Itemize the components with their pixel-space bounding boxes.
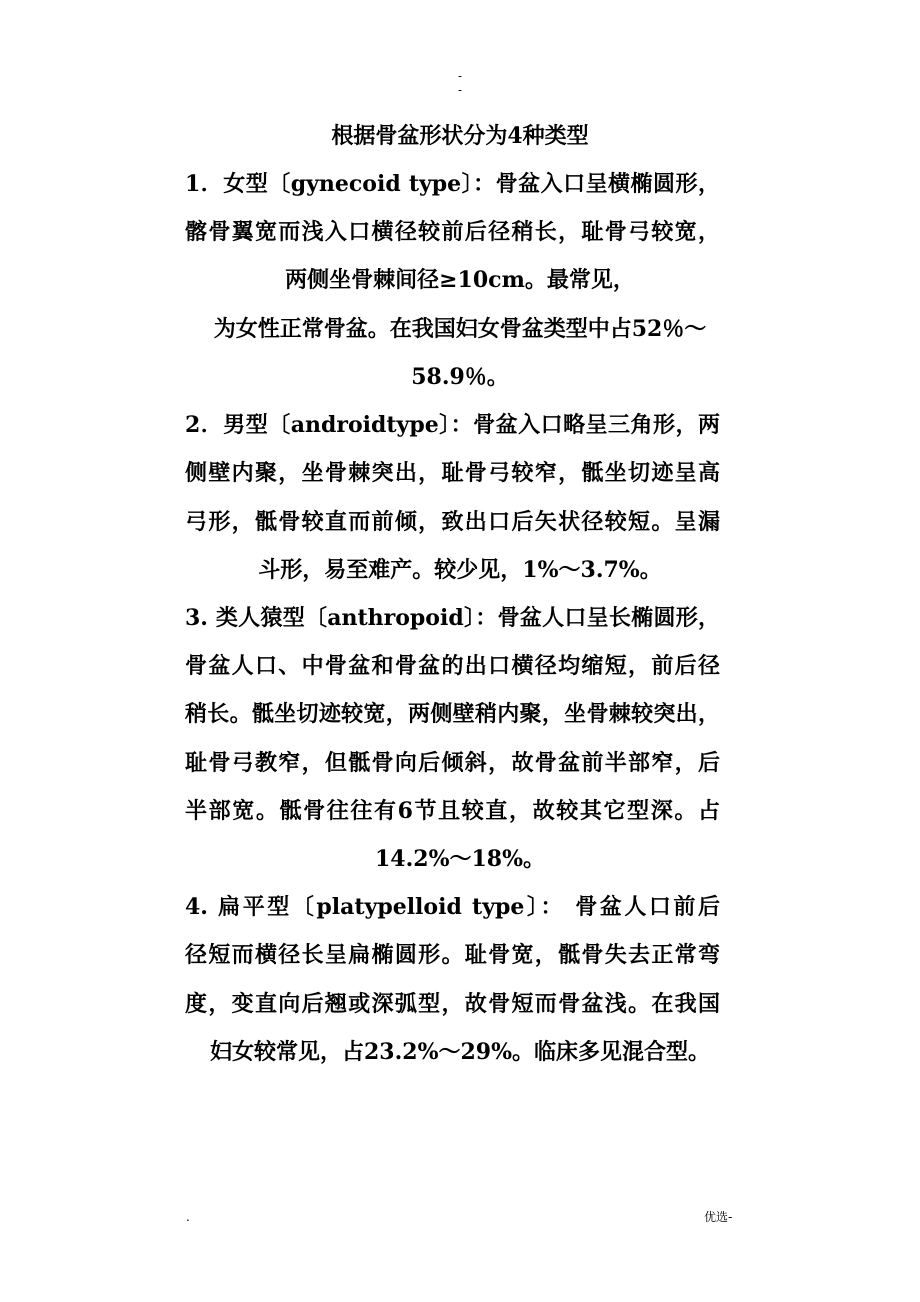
- paragraph-line: 弓形，骶骨较直而前倾，致出口后矢状径较短。呈漏: [185, 509, 720, 535]
- header-mark-top: -: [457, 69, 463, 83]
- paragraph-line: 4. 扁平型〔platypelloid type〕： 骨盆人口前后: [185, 894, 720, 920]
- paragraph-line: 斗形，易至难产。较少见，1%～3.7%。: [258, 557, 662, 583]
- paragraph-line: 侧壁内聚，坐骨棘突出，耻骨弓较窄，骶坐切迹呈高: [185, 460, 720, 486]
- paragraph-line: 2．男型〔androidtype〕：骨盆入口略呈三角形，两: [185, 412, 720, 438]
- paragraph-line: 3. 类人猿型〔anthropoid〕：骨盆人口呈长椭圆形，: [185, 605, 720, 631]
- footer-label: 优选-: [704, 1210, 733, 1224]
- footer-left-mark: .: [186, 1210, 190, 1224]
- paragraph-line: 径短而横径长呈扁椭圆形。耻骨宽，骶骨失去正常弯: [185, 942, 720, 968]
- paragraph-line: 58.9％。: [411, 364, 509, 390]
- paragraph-line: 稍长。骶坐切迹较宽，两侧壁稍内聚，坐骨棘较突出，: [185, 701, 720, 727]
- paragraph-line: 两侧坐骨棘间径≥10cm。最常见，: [285, 267, 635, 293]
- paragraph-line: 为女性正常骨盆。在我国妇女骨盆类型中占52％～: [213, 316, 707, 342]
- paragraph-line: 度，变直向后翘或深弧型，故骨短而骨盆浅。在我国: [185, 991, 720, 1017]
- paragraph-line: 1．女型〔gynecoid type〕：骨盆入口呈横椭圆形，: [185, 171, 720, 197]
- paragraph-line: 14.2%～18%。: [374, 846, 545, 872]
- paragraph-line: 髂骨翼宽而浅入口横径较前后径稍长，耻骨弓较宽，: [185, 219, 720, 245]
- header-mark-bottom: -: [457, 83, 463, 97]
- paragraph-line: 半部宽。骶骨往往有6节且较直，故较其它型深。占: [185, 798, 720, 824]
- paragraph-line: 妇女较常见，占23.2%～29%。临床多见混合型。: [209, 1039, 710, 1065]
- paragraph-line: 骨盆人口、中骨盆和骨盆的出口横径均缩短，前后径: [185, 653, 720, 679]
- paragraph-line: 耻骨弓教窄，但骶骨向后倾斜，故骨盆前半部窄，后: [185, 750, 720, 776]
- page-title: 根据骨盆形状分为4种类型: [331, 123, 589, 149]
